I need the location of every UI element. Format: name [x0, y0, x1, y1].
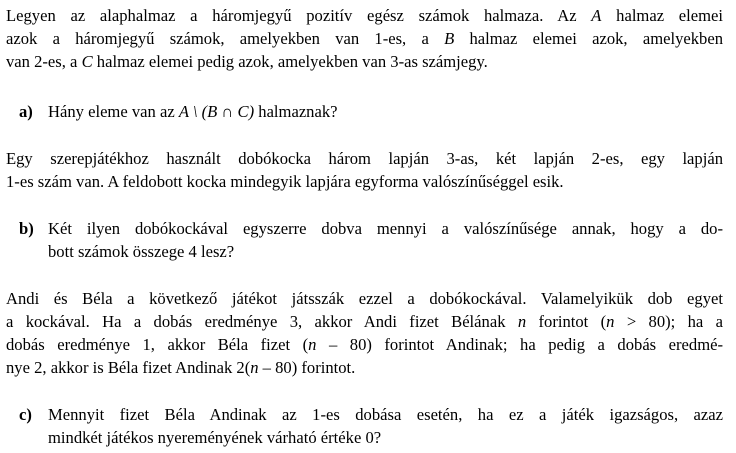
- task-c-line-1: Mennyit fizet Béla Andinak az 1-es dobása esetén, ha ez a játék igazságos, azaz: [48, 405, 723, 424]
- intro-paragraph: [6, 4, 723, 73]
- task-b-body: [48, 217, 723, 263]
- game-line-4: nye 2, akkor is Béla fizet Andinak 2(n – 80) forintot.: [6, 358, 356, 377]
- dice-line-1: Egy szerepjátékhoz használt dobókocka három lapján 3-as, két lapján 2-es, egy lapján: [6, 149, 723, 168]
- task-b-label: b): [19, 219, 34, 238]
- game-paragraph: [6, 287, 723, 379]
- intro-line-1: Legyen az alaphalmaz a háromjegyű pozitív egész számok halmaza. Az A halmaz elemei: [6, 6, 723, 25]
- intro-line-2: azok a háromjegyű számok, amelyekben van 1-es, a B halmaz elemei azok, amelyekben: [6, 29, 723, 48]
- dice-paragraph: [6, 147, 723, 193]
- dice-line-2: 1-es szám van. A feldobott kocka mindegyik lapjára egyforma valószínűséggel esik.: [6, 172, 564, 191]
- task-b-line-1: Két ilyen dobókockával egyszerre dobva mennyi a valószínűsége annak, hogy a do-: [48, 219, 723, 238]
- intro-line-3: van 2-es, a C halmaz elemei pedig azok, amelyekben van 3-as számjegy.: [6, 52, 488, 71]
- task-c-body: [48, 403, 723, 449]
- set-expression: A \ (B ∩ C): [178, 102, 255, 121]
- game-line-2: a kockával. Ha a dobás eredménye 3, akkor Andi fizet Bélának n forintot (n > 80); ha a: [6, 312, 723, 331]
- game-line-3: dobás eredménye 1, akkor Béla fizet (n – 80) forintot Andinak; ha pedig a dobás eredmé-: [6, 335, 723, 354]
- game-line-1: Andi és Béla a következő játékot játsszák ezzel a dobókockával. Valamelyikük dob egyet: [6, 289, 723, 308]
- task-c-label: c): [19, 405, 32, 424]
- task-a-body: Hány eleme van az A \ (B ∩ C) halmaznak?: [48, 102, 338, 121]
- task-c-line-2: mindkét játékos nyereményének várható értéke 0?: [48, 428, 382, 447]
- task-b-line-2: bott számok összege 4 lesz?: [48, 242, 235, 261]
- task-a-label: a): [19, 102, 33, 121]
